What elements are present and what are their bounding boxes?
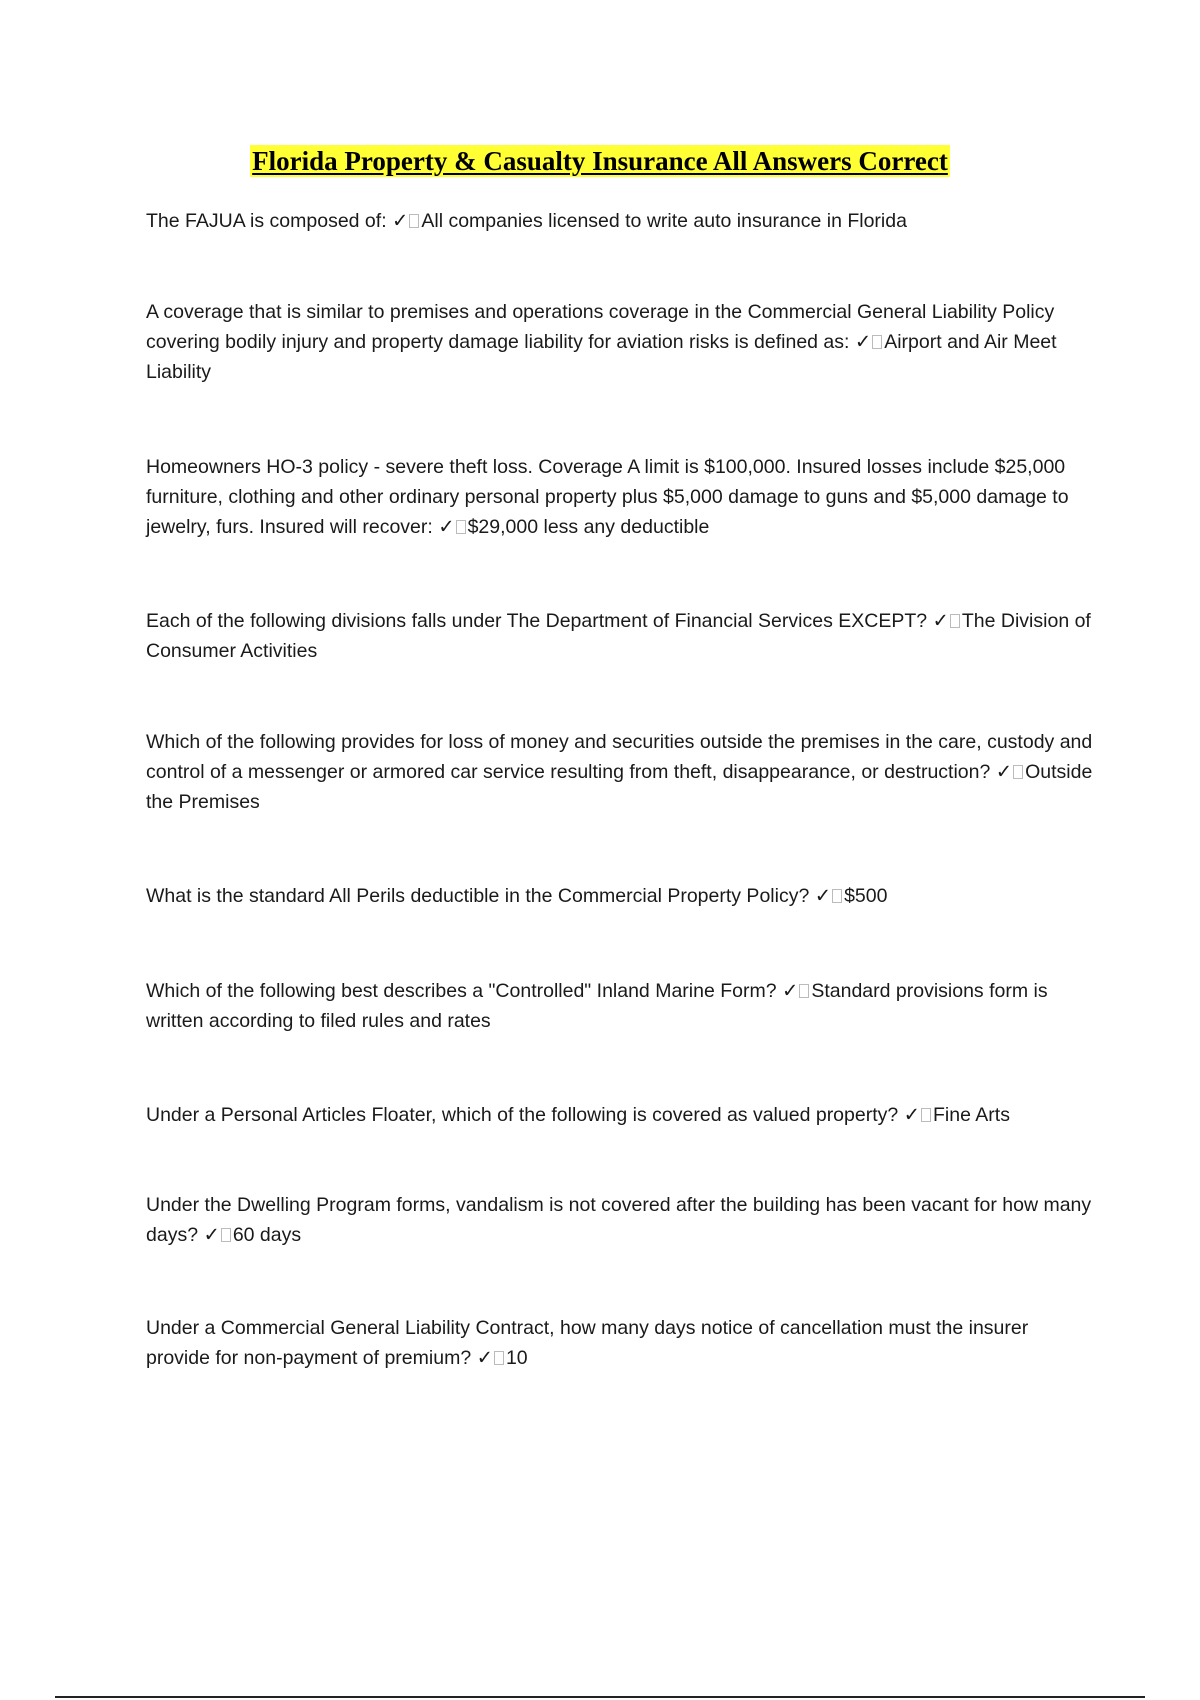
checkbox-glyph-icon bbox=[832, 889, 842, 903]
checkbox-glyph-icon bbox=[494, 1351, 504, 1365]
qa-item bbox=[146, 1190, 1096, 1250]
check-icon: ✓ bbox=[203, 1223, 220, 1246]
document-title: Florida Property & Casualty Insurance All Answers Correct bbox=[252, 146, 948, 176]
checkbox-glyph-icon bbox=[456, 520, 466, 534]
question-text: Which of the following best describes a "Controlled" Inland Marine Form? bbox=[146, 980, 777, 1002]
checkbox-glyph-icon bbox=[221, 1228, 231, 1242]
question-text: The FAJUA is composed of: bbox=[146, 210, 387, 232]
answer-text: All companies licensed to write auto insurance in Florida bbox=[421, 210, 907, 232]
answer-text: 10 bbox=[505, 1347, 528, 1369]
question-text: Under a Commercial General Liability Contract, how many days notice of cancellation must the insurer provide for non-payment of premium? bbox=[146, 1317, 1029, 1369]
answer-text: Outside the Premises bbox=[146, 761, 1093, 813]
answer-text: 60 days bbox=[232, 1224, 302, 1246]
qa-item bbox=[146, 206, 1096, 236]
qa-item bbox=[146, 881, 1096, 911]
footer-divider bbox=[55, 1696, 1145, 1698]
answer-text: $29,000 less any deductible bbox=[467, 516, 710, 538]
check-icon: ✓ bbox=[932, 609, 949, 632]
check-icon: ✓ bbox=[476, 1346, 493, 1369]
answer-text: The Division of Consumer Activities bbox=[146, 610, 1091, 662]
answer-text: Airport and Air Meet Liability bbox=[146, 331, 1057, 383]
check-icon: ✓ bbox=[781, 979, 799, 1002]
title-block bbox=[0, 145, 1200, 177]
check-icon: ✓ bbox=[903, 1103, 920, 1126]
question-text: Each of the following divisions falls under The Department of Financial Services EXCEPT? bbox=[146, 610, 928, 632]
question-text: A coverage that is similar to premises and operations coverage in the Commercial General Liability Policy covering bodily injury and property damage liability for aviation risks is defined as: bbox=[146, 301, 1055, 353]
check-icon: ✓ bbox=[392, 209, 409, 232]
check-icon: ✓ bbox=[995, 760, 1013, 783]
question-text: Which of the following provides for loss of money and securities outside the premises in the care, custody and control of a messenger or armored car service resulting from theft, disappearance, or destruction? bbox=[146, 731, 1093, 783]
qa-item bbox=[146, 1100, 1096, 1130]
answer-text: Standard provisions form is written according to filed rules and rates bbox=[146, 980, 1048, 1032]
check-icon: ✓ bbox=[438, 515, 455, 538]
qa-item bbox=[146, 606, 1096, 666]
question-text: Homeowners HO-3 policy - severe theft loss. Coverage A limit is $100,000. Insured losses include $25,000 furniture, clothing and other ordinary personal property plus $5,000 damage to guns and $5,000 damage to jewelry, furs. Insured will recover: bbox=[146, 456, 1069, 538]
checkbox-glyph-icon bbox=[921, 1108, 931, 1122]
qa-item bbox=[146, 976, 1096, 1036]
qa-item bbox=[146, 727, 1096, 817]
answer-text: $500 bbox=[844, 885, 888, 907]
question-text: Under a Personal Articles Floater, which of the following is covered as valued property? bbox=[146, 1104, 899, 1126]
checkbox-glyph-icon bbox=[1013, 765, 1023, 779]
checkbox-glyph-icon bbox=[872, 335, 882, 349]
checkbox-glyph-icon bbox=[799, 984, 809, 998]
check-icon: ✓ bbox=[814, 884, 832, 907]
check-icon: ✓ bbox=[854, 330, 872, 353]
answer-text: Fine Arts bbox=[933, 1104, 1010, 1126]
qa-item bbox=[146, 1313, 1096, 1373]
question-text: Under the Dwelling Program forms, vandalism is not covered after the building has been vacant for how many days? bbox=[146, 1194, 1092, 1246]
question-text: What is the standard All Perils deductible in the Commercial Property Policy? bbox=[146, 885, 810, 907]
checkbox-glyph-icon bbox=[409, 214, 419, 228]
qa-item bbox=[146, 452, 1096, 542]
checkbox-glyph-icon bbox=[950, 614, 960, 628]
qa-item bbox=[146, 297, 1096, 387]
